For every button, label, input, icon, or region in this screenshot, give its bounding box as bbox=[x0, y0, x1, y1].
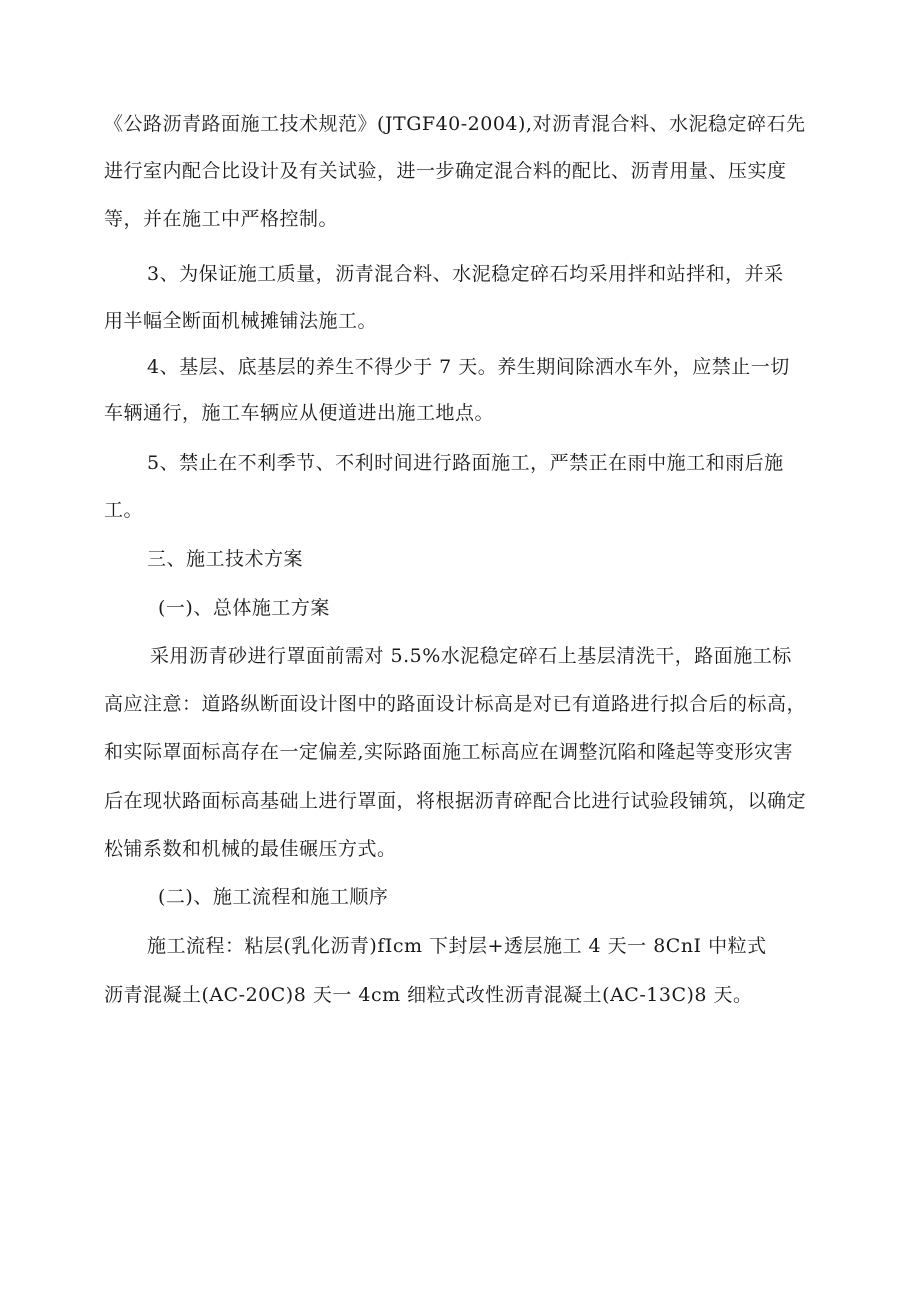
paragraph-line: 高应注意：道路纵断面设计图中的路面设计标高是对已有道路进行拟合后的标高， bbox=[104, 693, 807, 715]
paragraph-line: 后在现状路面标高基础上进行罩面，将根据沥青碎配合比进行试验段铺筑，以确定 bbox=[104, 790, 807, 812]
paragraph-line: 《公路沥青路面施工技术规范》(JTGF40-2004),对沥青混合料、水泥稳定碎石先 bbox=[104, 113, 806, 135]
paragraph-line: 进行室内配合比设计及有关试验，进一步确定混合料的配比、沥青用量、压实度 bbox=[104, 160, 787, 182]
paragraph-line: 用半幅全断面机械摊铺法施工。 bbox=[104, 310, 378, 332]
paragraph-line: 采用沥青砂进行罩面前需对 5.5%水泥稳定碎石上基层清洗干，路面施工标 bbox=[150, 645, 792, 667]
paragraph-line: 4、基层、底基层的养生不得少于 7 天。养生期间除洒水车外，应禁止一切 bbox=[147, 356, 790, 378]
paragraph-line: 松铺系数和机械的最佳碾压方式。 bbox=[104, 838, 397, 860]
paragraph-line: 施工流程：粘层(乳化沥青)fIcm 下封层+透层施工 4 天一 8CnI 中粒式 bbox=[147, 935, 767, 957]
paragraph-line: 和实际罩面标高存在一定偏差,实际路面施工标高应在调整沉陷和隆起等变形灾害 bbox=[104, 741, 794, 763]
paragraph-line: 工。 bbox=[104, 499, 144, 521]
paragraph-line: 沥青混凝土(AC-20C)8 天一 4cm 细粒式改性沥青混凝土(AC-13C)8 天。 bbox=[104, 984, 753, 1006]
section-heading: 三、施工技术方案 bbox=[147, 548, 304, 570]
paragraph-line: 3、为保证施工质量，沥青混合料、水泥稳定碎石均采用拌和站拌和，并采 bbox=[147, 263, 784, 285]
paragraph-line: 等，并在施工中严格控制。 bbox=[104, 208, 339, 230]
paragraph-line: 车辆通行，施工车辆应从便道进出施工地点。 bbox=[104, 402, 495, 424]
subsection-heading: (二)、施工流程和施工顺序 bbox=[158, 886, 389, 908]
paragraph-line: 5、禁止在不利季节、不利时间进行路面施工，严禁正在雨中施工和雨后施 bbox=[147, 452, 784, 474]
subsection-heading: (一)、总体施工方案 bbox=[158, 597, 330, 619]
